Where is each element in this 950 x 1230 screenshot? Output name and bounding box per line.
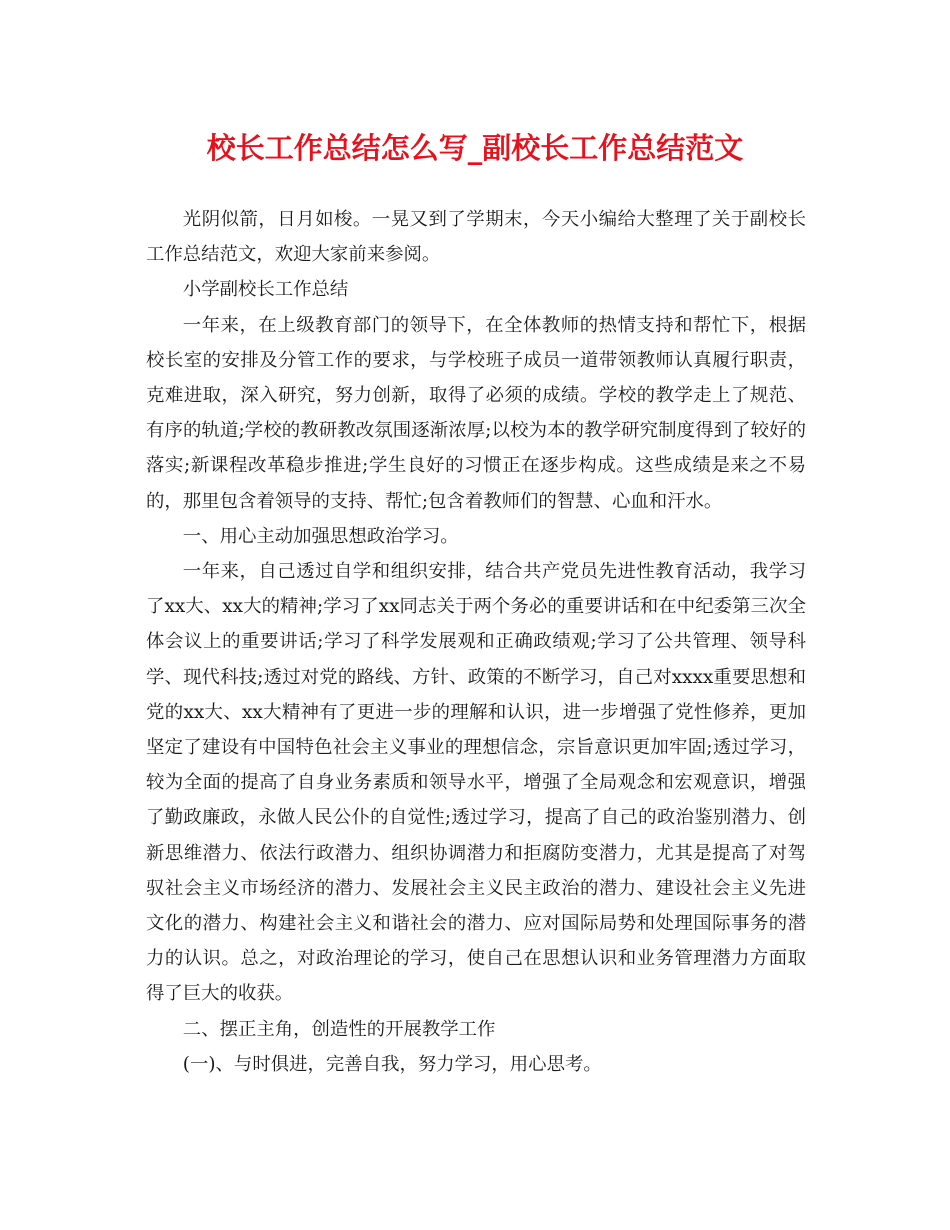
section-heading-1: 一、用心主动加强思想政治学习。 (182, 525, 459, 547)
body-paragraph: 一年来，在上级教育部门的领导下，在全体教师的热情支持和帮忙下，根据校长室的安排及分管工作的要求，与学校班子成员一道带领教师认真履行职责，克难进取，深入研究，努力创新，取得了必须的成绩。学校的教学走上了规范、有序的轨道;学校的教研教改氛围逐渐浓厚;以校为本的教学研究制度得到了较好的落实;新课程改革稳步推进;学生良好的习惯正在逐步构成。这些成绩是来之不易的，那里包含着领导的支持、帮忙;包含着教师们的智慧、心血和汗水。 (146, 314, 806, 512)
document-title: 校长工作总结怎么写_副校长工作总结范文 (206, 131, 744, 165)
document-body (146, 202, 806, 1082)
intro-paragraph: 光阴似箭，日月如梭。一晃又到了学期末，今天小编给大整理了关于副校长工作总结范文，欢迎大家前来参阅。 (146, 209, 806, 266)
section-title: 小学副校长工作总结 (182, 279, 349, 301)
subsection-heading-1: (一)、与时俱进，完善自我，努力学习，用心思考。 (182, 1053, 602, 1075)
body-paragraph: 一年来，自己透过自学和组织安排，结合共产党员先进性教育活动，我学习了xx大、xx大的精神;学习了xx同志关于两个务必的重要讲话和在中纪委第三次全体会议上的重要讲话;学习了科学发展观和正确政绩观;学习了公共管理、领导科学、现代科技;透过对党的路线、方针、政策的不断学习，自己对xxxx重要思想和党的xx大、xx大精神有了更进一步的理解和认识，进一步增强了党性修养，更加坚定了建设有中国特色社会主义事业的理想信念，宗旨意识更加牢固;透过学习，较为全面的提高了自身业务素质和领导水平，增强了全局观念和宏观意识，增强了勤政廉政，永做人民公仆的自觉性;透过学习，提高了自己的政治鉴别潜力、创新思维潜力、依法行政潜力、组织协调潜力和拒腐防变潜力，尤其是提高了对驾驭社会主义市场经济的潜力、发展社会主义民主政治的潜力、建设社会主义先进文化的潜力、构建社会主义和谐社会的潜力、应对国际局势和处理国际事务的潜力的认识。总之，对政治理论的学习，使自己在思想认识和业务管理潜力方面取得了巨大的收获。 (146, 561, 806, 1005)
section-heading-2: 二、摆正主角，创造性的开展教学工作 (182, 1018, 496, 1040)
